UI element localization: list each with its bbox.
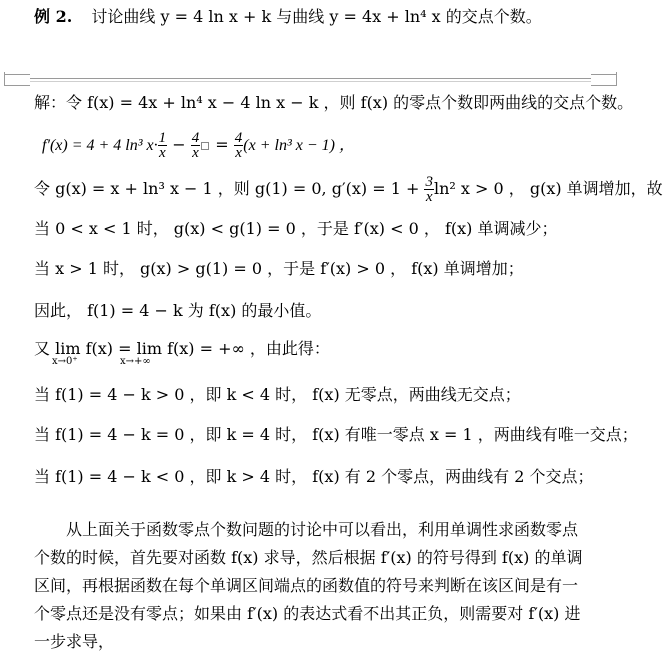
fraction-denominator: x [192, 145, 199, 161]
derivative-part-d: (x + ln³ x − 1) ， [243, 137, 355, 154]
separator-left-cap [4, 74, 30, 86]
g-definition-line [34, 172, 663, 206]
fraction-numerator: 4 [191, 130, 200, 146]
fraction-numerator: 1 [158, 130, 167, 146]
limit-subscript-1: x→0⁺ [52, 356, 78, 367]
solution-line-1: 解：令 f(x) = 4x + ln⁴ x − 4 ln x − k ，则 f(x) 的零点个数即两曲线的交点个数。 [34, 93, 634, 112]
section-separator [0, 72, 621, 86]
limit-subscript-2: x→+∞ [120, 356, 151, 367]
case-k-eq-4-line: 当 f(1) = 4 − k = 0 ，即 k = 4 时， f(x) 有唯一零点 x = 1 ，两曲线有唯一交点； [34, 425, 638, 444]
separator-right-tick [616, 72, 617, 86]
fraction-numerator: 3 [425, 174, 433, 190]
fraction-4-over-x-factor [234, 131, 244, 160]
example-label: 例 2. [34, 7, 73, 26]
limit-text: 又 lim f(x) = lim f(x) = +∞ ，由此得： [34, 339, 330, 358]
case-k-gt-4-line: 当 f(1) = 4 − k < 0 ，即 k > 4 时， f(x) 有 2 个零点，两曲线有 2 个交点； [34, 467, 594, 486]
layout-marker [201, 142, 209, 150]
separator-line [30, 78, 591, 79]
derivative-part-c: = [210, 135, 234, 154]
separator-line-2 [30, 81, 591, 82]
case-k-lt-4-line: 当 f(1) = 4 − k > 0 ，即 k < 4 时， f(x) 无零点，两曲线无交点； [34, 385, 521, 404]
fraction-numerator: 4 [234, 130, 243, 146]
case-x-gt-1-line: 当 x > 1 时， g(x) > g(1) = 0 ，于是 f′(x) > 0 ， f(x) 单调增加； [34, 259, 524, 278]
fraction-4-over-x [191, 131, 201, 160]
fraction-1-over-x [158, 131, 168, 160]
derivative-line [42, 128, 355, 163]
derivative-part-b: − [167, 135, 191, 154]
problem-statement: 讨论曲线 y = 4 ln x + k 与曲线 y = 4x + ln⁴ x 的交点个数。 [91, 7, 542, 26]
example-heading [34, 6, 542, 28]
g-definition-part-b: ln² x > 0 ， g(x) 单调增加，故 [433, 179, 663, 198]
separator-right-cap [591, 74, 617, 86]
summary-paragraph: 从上面关于函数零点个数问题的讨论中可以看出，利用单调性求函数零点个数的时候，首先要对函数 f(x) 求导，然后根据 f′(x) 的符号得到 f(x) 的单调区间，再根据函数在每个单调区间端点的函数值的符号来判断在该区间是有一个零点还是没有零点；如果由 f′(x) 的表达式看不出其正负，则需要对 f′(x) 进一步求导， [34, 520, 583, 651]
fraction-denominator: x [235, 145, 242, 161]
fraction-denominator: x [159, 145, 166, 161]
case-0-to-1-line: 当 0 < x < 1 时， g(x) < g(1) = 0 ，于是 f′(x) < 0 ， f(x) 单调减少； [34, 219, 558, 238]
fraction-3-over-x [424, 175, 434, 204]
derivative-part-a: f′(x) = 4 + 4 ln³ x· [42, 137, 158, 154]
g-definition-part-a: 令 g(x) = x + ln³ x − 1 ，则 g(1) = 0, g′(x) = 1 + [34, 179, 425, 198]
separator-left-tick [4, 72, 5, 86]
minimum-value-line: 因此， f(1) = 4 − k 为 f(x) 的最小值。 [34, 301, 322, 320]
limit-line [34, 338, 330, 360]
fraction-denominator: x [425, 189, 433, 205]
